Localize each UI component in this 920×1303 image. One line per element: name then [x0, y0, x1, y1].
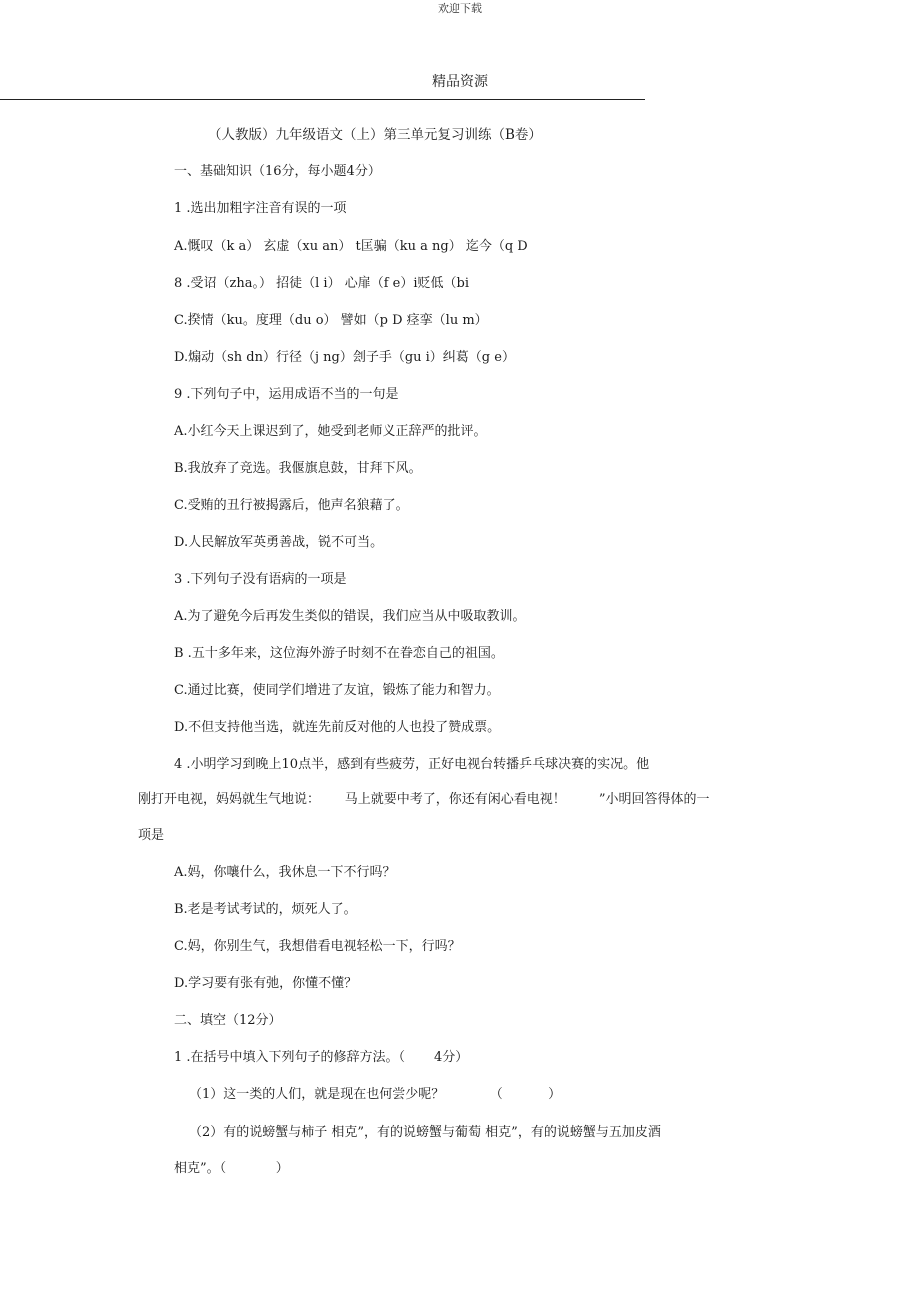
question-option: A.小红今天上课迟到了，她受到老师义正辞严的批评。 — [174, 424, 487, 439]
question-option: C.通过比赛，使同学们增进了友谊，锻炼了能力和智力。 — [174, 683, 500, 698]
page-header-main: 精品资源 — [432, 74, 488, 90]
question-option: B.老是考试考试的，烦死人了。 — [174, 902, 357, 917]
sub-question: （2）有的说螃蟹与柿子 相克”，有的说螃蟹与葡萄 相克”，有的说螃蟹与五加皮酒 — [189, 1125, 661, 1140]
section-heading: 一、基础知识（16分，每小题4分） — [174, 164, 381, 179]
question-option: C.揆情（ku。度理（du o） 譬如（p D 痉挛（lu m） — [174, 313, 488, 328]
question-stem: 3 .下列句子没有语病的一项是 — [174, 572, 347, 587]
question-option: A.妈，你嚷什么，我休息一下不行吗？ — [174, 865, 396, 880]
header-divider — [0, 99, 645, 100]
question-option: A.为了避免今后再发生类似的错误，我们应当从中吸取教训。 — [174, 609, 526, 624]
question-option: D.人民解放军英勇善战，锐不可当。 — [174, 535, 384, 550]
question-option: A.慨叹（k a） 玄虚（xu an） t匡骗（ku a ng） 迄今（q D — [174, 239, 528, 254]
question-option: B.我放弃了竞选。我偃旗息鼓，甘拜下风。 — [174, 461, 422, 476]
question-option: D.不但支持他当选，就连先前反对他的人也投了赞成票。 — [174, 720, 501, 735]
question-stem-continued: 项是 — [138, 828, 165, 843]
section-heading: 二、填空（12分） — [174, 1013, 282, 1028]
question-stem: 9 .下列句子中，运用成语不当的一句是 — [174, 387, 399, 402]
question-option: C.妈，你别生气，我想借看电视轻松一下，行吗？ — [174, 939, 461, 954]
question-option: C.受贿的丑行被揭露后，他声名狼藉了。 — [174, 498, 409, 513]
question-stem: 1 .选出加粗字注音有误的一项 — [174, 201, 347, 216]
question-stem: 4 .小明学习到晚上10点半，感到有些疲劳，正好电视台转播乒乓球决赛的实况。他 — [174, 757, 650, 772]
sub-question: （1）这一类的人们，就是现在也何尝少呢？ （ ） — [189, 1087, 562, 1102]
sub-question-continued: 相克”。（ ） — [174, 1161, 289, 1176]
question-option: D.学习要有张有弛，你懂不懂？ — [174, 976, 358, 991]
question-option: B .五十多年来，这位海外游子时刻不在眷恋自己的祖国。 — [174, 646, 504, 661]
question-option: D.煽动（sh dn）行径（j ng）刽子手（gu i）纠葛（g e） — [174, 350, 515, 365]
document-title: （人教版）九年级语文（上）第三单元复习训练（B卷） — [208, 127, 542, 143]
question-option: 8 .受诏（zha。） 招徒（l i） 心扉（f e）i贬低（bi — [174, 276, 469, 291]
question-stem: 1 .在括号中填入下列句子的修辞方法。（ 4分） — [174, 1050, 469, 1065]
question-stem-continued: 刚打开电视，妈妈就生气地说： 马上就要中考了，你还有闲心看电视！ ”小明回答得体的一 — [138, 792, 710, 807]
page-header-top: 欢迎下载 — [438, 2, 482, 15]
